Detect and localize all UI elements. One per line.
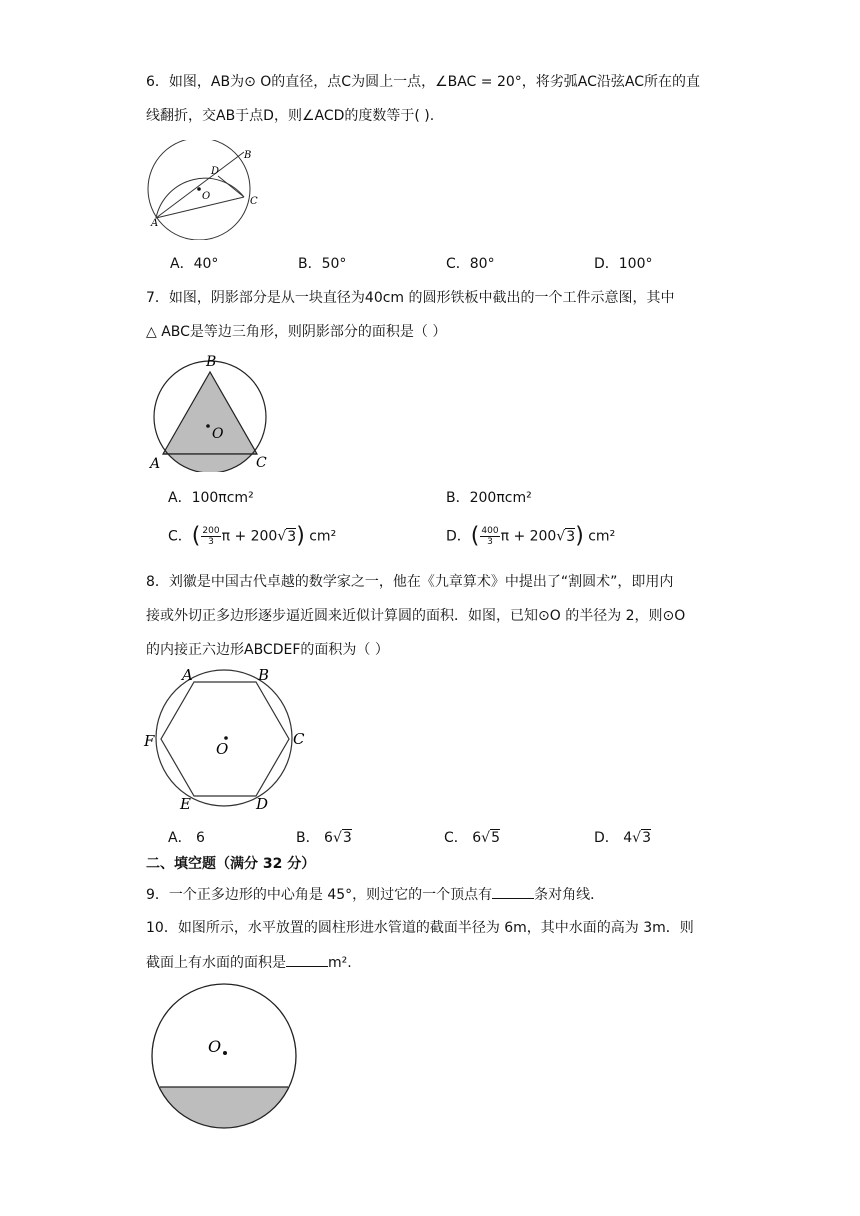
q7-option-a	[168, 488, 254, 508]
q7-text-line1: 7．如图，阴影部分是从一块直径为40cm 的圆形铁板中截出的一个工件示意图，其中	[146, 290, 675, 306]
q7-option-c-fraction	[201, 526, 220, 547]
q8-circle	[156, 670, 292, 806]
q6-option-b: B．50°	[298, 256, 347, 272]
q7-option-d-prefix: D．	[446, 528, 471, 545]
q8-option-a: A． 6	[168, 830, 205, 846]
q7-option-b-value: 200πcm²	[469, 490, 532, 506]
q8-label-f: F	[144, 732, 155, 750]
q8-option-b: B． 6√3	[296, 830, 352, 846]
q8-text-line3: 的内接正六边形ABCDEF的面积为（ ）	[146, 642, 389, 658]
q8-option-c: C． 6√5	[444, 830, 500, 846]
q8-option-b-radicand: 3	[342, 830, 352, 846]
q8-label-e: E	[180, 795, 191, 813]
q8-option-b-prefix: B． 6	[296, 830, 333, 846]
q9-text	[146, 884, 604, 905]
section-heading-fill-in: 二、填空题（满分 32 分）	[146, 856, 316, 872]
q6-label-c: C	[250, 196, 258, 207]
q10-center-point	[223, 1051, 227, 1055]
q7-option-d-unit: cm²	[588, 528, 616, 545]
q10-water-segment	[146, 1087, 306, 1132]
q8-label-c: C	[293, 730, 305, 748]
q7-option-d-radicand: 3	[566, 528, 576, 545]
q7-option-c-prefix: C．	[168, 528, 192, 545]
q7-option-c: C．( $\frac{200}{3}$ π + 200√3) cm²	[168, 523, 337, 549]
q8-option-d-radicand: 3	[642, 830, 651, 846]
q6-option-c: C．80°	[446, 256, 495, 272]
q7-label-c: C	[256, 455, 267, 471]
q6-label-a: A	[151, 218, 159, 229]
q9-answer-blank[interactable]	[492, 884, 534, 899]
q7-option-d-fraction	[480, 526, 499, 547]
q6-option-a: A．40°	[170, 256, 219, 272]
q10-text-before: 截面上有水面的面积是	[146, 955, 286, 971]
q8-option-d: D． 4√3	[594, 830, 651, 846]
q7-option-d-denominator: 3	[487, 537, 493, 547]
q7-option-d: D．( $\frac{400}{3}$ π + 200√3) cm²	[446, 523, 616, 549]
q7-label-a: A	[150, 456, 161, 472]
q7-center-point	[206, 424, 210, 428]
q6-option-d: D．100°	[594, 256, 653, 272]
q8-option-d-prefix: D． 4	[594, 830, 633, 846]
q7-option-c-middle: π + 200	[221, 528, 278, 545]
q6-label-d: D	[211, 166, 220, 177]
q8-text-line2: 接或外切正多边形逐步逼近圆来近似计算圆的面积．如图，已知⊙O 的半径为 2，则⊙O	[146, 608, 686, 624]
q6-label-b: B	[244, 150, 252, 161]
q7-figure	[146, 350, 276, 472]
q8-text-line1: 8．刘徽是中国古代卓越的数学家之一，他在《九章算术》中提出了“割圆术”，即用内	[146, 574, 674, 590]
q9-text-before: 9．一个正多边形的中心角是 45°，则过它的一个顶点有	[146, 887, 493, 903]
q10-text-after: m².	[328, 955, 352, 971]
q7-label-o: O	[212, 426, 224, 442]
q6-folded-arc	[156, 178, 244, 218]
q8-option-c-prefix: C． 6	[444, 830, 482, 846]
q7-option-a-prefix: A．	[168, 490, 192, 506]
q7-option-d-numerator: 400	[481, 526, 499, 536]
q7-option-c-numerator: 200	[202, 526, 220, 536]
q8-label-b: B	[258, 666, 270, 684]
q7-option-c-unit: cm²	[309, 528, 337, 545]
q6-label-o: O	[202, 191, 211, 202]
q7-option-a-value: 100πcm²	[191, 490, 254, 506]
q10-figure	[146, 982, 306, 1132]
q7-text-line2: △ ABC是等边三角形，则阴影部分的面积是（ ）	[146, 324, 447, 340]
q6-center-point	[197, 187, 201, 191]
q7-option-c-radicand: 3	[287, 528, 297, 545]
q6-text-line2: 线翻折，交AB于点D，则∠ACD的度数等于( ).	[146, 108, 435, 124]
q10-label-o: O	[208, 1037, 222, 1056]
q6-text-line1: 6．如图，AB为⊙ O的直径，点C为圆上一点，∠BAC = 20°，将劣弧AC沿弦AC所在的直	[146, 74, 700, 90]
q6-segment-dc	[218, 176, 244, 197]
q6-figure	[146, 140, 266, 240]
q10-text-line1: 10．如图所示，水平放置的圆柱形进水管道的截面半径为 6m，其中水面的高为 3m．则	[146, 920, 694, 936]
q8-figure	[140, 660, 320, 815]
q7-option-d-middle: π + 200	[500, 528, 557, 545]
q7-option-c-denominator: 3	[208, 537, 214, 547]
q7-option-b	[446, 488, 532, 508]
q7-label-b: B	[206, 354, 217, 370]
q8-option-c-radicand: 5	[491, 830, 500, 846]
q7-shaded-triangle	[163, 372, 257, 454]
q8-label-d: D	[256, 795, 269, 813]
q10-text-line2	[146, 952, 352, 973]
q8-label-a: A	[182, 666, 193, 684]
q7-option-b-prefix: B．	[446, 490, 470, 506]
q9-text-after: 条对角线．	[534, 887, 605, 903]
q8-label-o: O	[216, 740, 229, 758]
q10-answer-blank[interactable]	[286, 952, 328, 967]
